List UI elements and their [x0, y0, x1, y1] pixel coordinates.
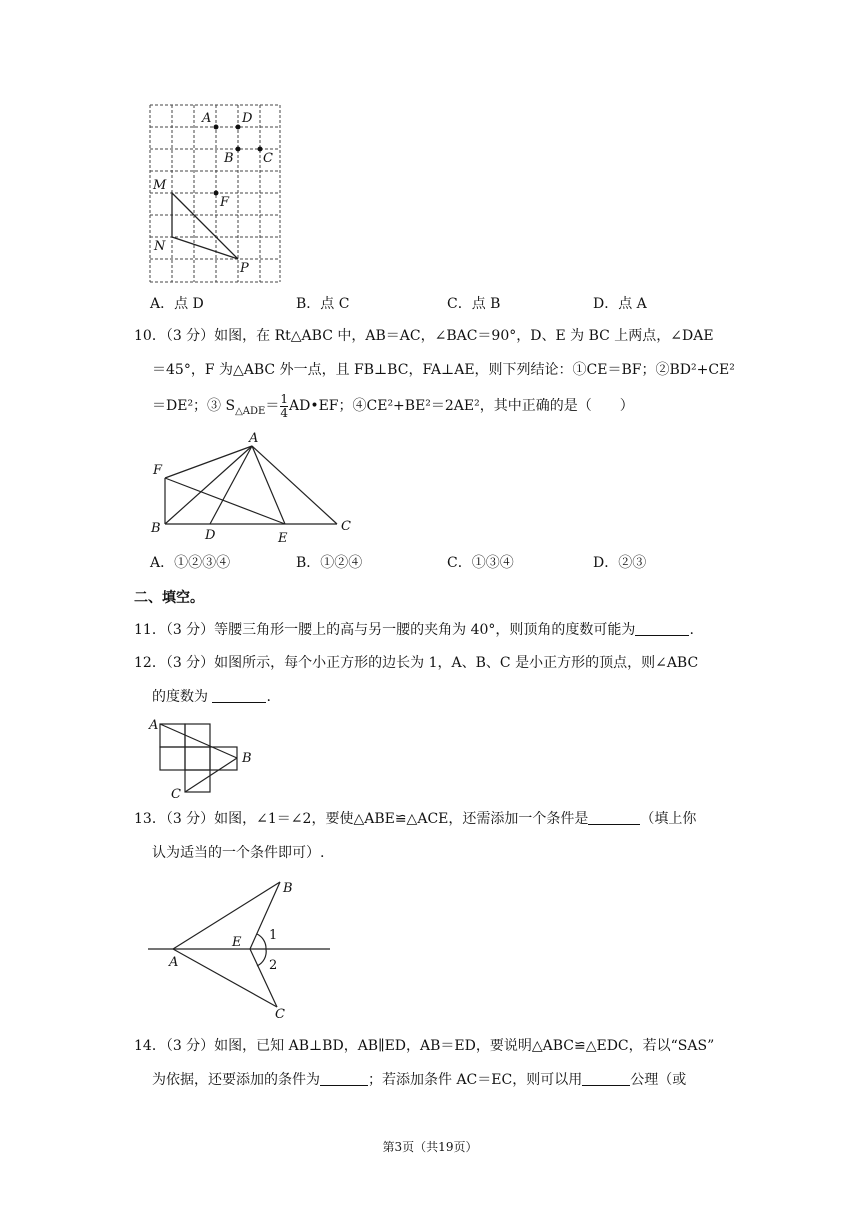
- q12-stem-line2: 的度数为 .: [152, 689, 271, 705]
- q10-triangle-figure: [145, 428, 365, 546]
- q10-option-d: D．②③: [593, 555, 647, 571]
- point-F: [214, 191, 219, 196]
- answer-blank: [635, 621, 689, 636]
- answer-blank: [320, 1071, 368, 1086]
- label-E: E: [278, 531, 288, 546]
- label-B: B: [283, 881, 293, 896]
- q13-angle-figure: [145, 872, 345, 1022]
- label-C: C: [263, 151, 273, 166]
- section-heading: 二、填空。: [134, 590, 204, 606]
- fraction: $\frac{1}{4}$: [280, 391, 288, 420]
- label-F: F: [220, 195, 230, 210]
- q10-option-a: A．①②③④: [150, 555, 231, 571]
- point-B: [236, 147, 241, 152]
- answer-blank: [582, 1071, 630, 1086]
- q9-grid-figure: [140, 100, 290, 290]
- label-A: A: [149, 718, 159, 733]
- label-E: E: [232, 935, 242, 950]
- label-C: C: [171, 787, 181, 802]
- q12-stem-line1: 12．（3 分）如图所示，每个小正方形的边长为 1，A、B、C 是小正方形的顶点，则∠ABC: [134, 655, 699, 671]
- label-C: C: [275, 1007, 285, 1022]
- point-A: [214, 125, 219, 130]
- q9-option-b: B．点 C: [296, 296, 350, 312]
- q10-stem-line2: ＝45°，F 为△ABC 外一点，且 FB⊥BC，FA⊥AE，则下列结论：①CE＝BF；②BD²+CE²: [152, 362, 735, 378]
- q11-stem: 11．（3 分）等腰三角形一腰上的高与另一腰的夹角为 40°，则顶角的度数可能为 .: [134, 622, 694, 638]
- label-A: A: [202, 111, 212, 126]
- answer-blank: [212, 688, 266, 703]
- label-N: N: [154, 239, 166, 254]
- q10-stem-line3: ＝DE²；③ $S_{\triangle ADE}=$ $\frac{1}{4}$ AD•EF；④CE²+BE²＝2AE²，其中正确的是（ ）: [152, 391, 634, 420]
- label-angle-2: 2: [269, 958, 278, 973]
- label-D: D: [205, 528, 216, 543]
- label-B: B: [242, 751, 252, 766]
- label-A: A: [249, 431, 259, 446]
- q14-stem-line2: 为依据，还要添加的条件为 ；若添加条件 AC＝EC，则可以用 公理（或: [152, 1072, 687, 1088]
- page-footer: 第3页（共19页）: [382, 1140, 478, 1154]
- answer-blank: [588, 810, 640, 825]
- label-P: P: [240, 261, 249, 276]
- label-C: C: [341, 519, 351, 534]
- q14-stem-line1: 14．（3 分）如图，已知 AB⊥BD，AB∥ED，AB＝ED，要说明△ABC≌△EDC，若以“SAS”: [134, 1038, 715, 1054]
- label-F: F: [153, 463, 163, 478]
- q10-option-c: C．①③④: [447, 555, 514, 571]
- label-D: D: [242, 111, 253, 126]
- q12-square-figure: [145, 712, 265, 802]
- point-C: [258, 147, 263, 152]
- q13-stem-line1: 13．（3 分）如图，∠1＝∠2，要使△ABE≌△ACE，还需添加一个条件是 （填上你: [134, 811, 697, 827]
- label-M: M: [153, 178, 167, 193]
- q9-option-a: A．点 D: [150, 296, 204, 312]
- label-A: A: [169, 955, 179, 970]
- q10-stem-line1: 10．（3 分）如图，在 Rt△ABC 中，AB＝AC，∠BAC＝90°，D、E 为 BC 上两点，∠DAE: [134, 328, 714, 344]
- point-D: [236, 125, 241, 130]
- q9-option-c: C．点 B: [447, 296, 501, 312]
- label-B: B: [224, 151, 234, 166]
- label-B: B: [151, 521, 161, 536]
- label-angle-1: 1: [269, 928, 278, 943]
- q13-stem-line2: 认为适当的一个条件即可）.: [152, 845, 325, 861]
- q9-option-d: D．点 A: [593, 296, 647, 312]
- q10-option-b: B．①②④: [296, 555, 363, 571]
